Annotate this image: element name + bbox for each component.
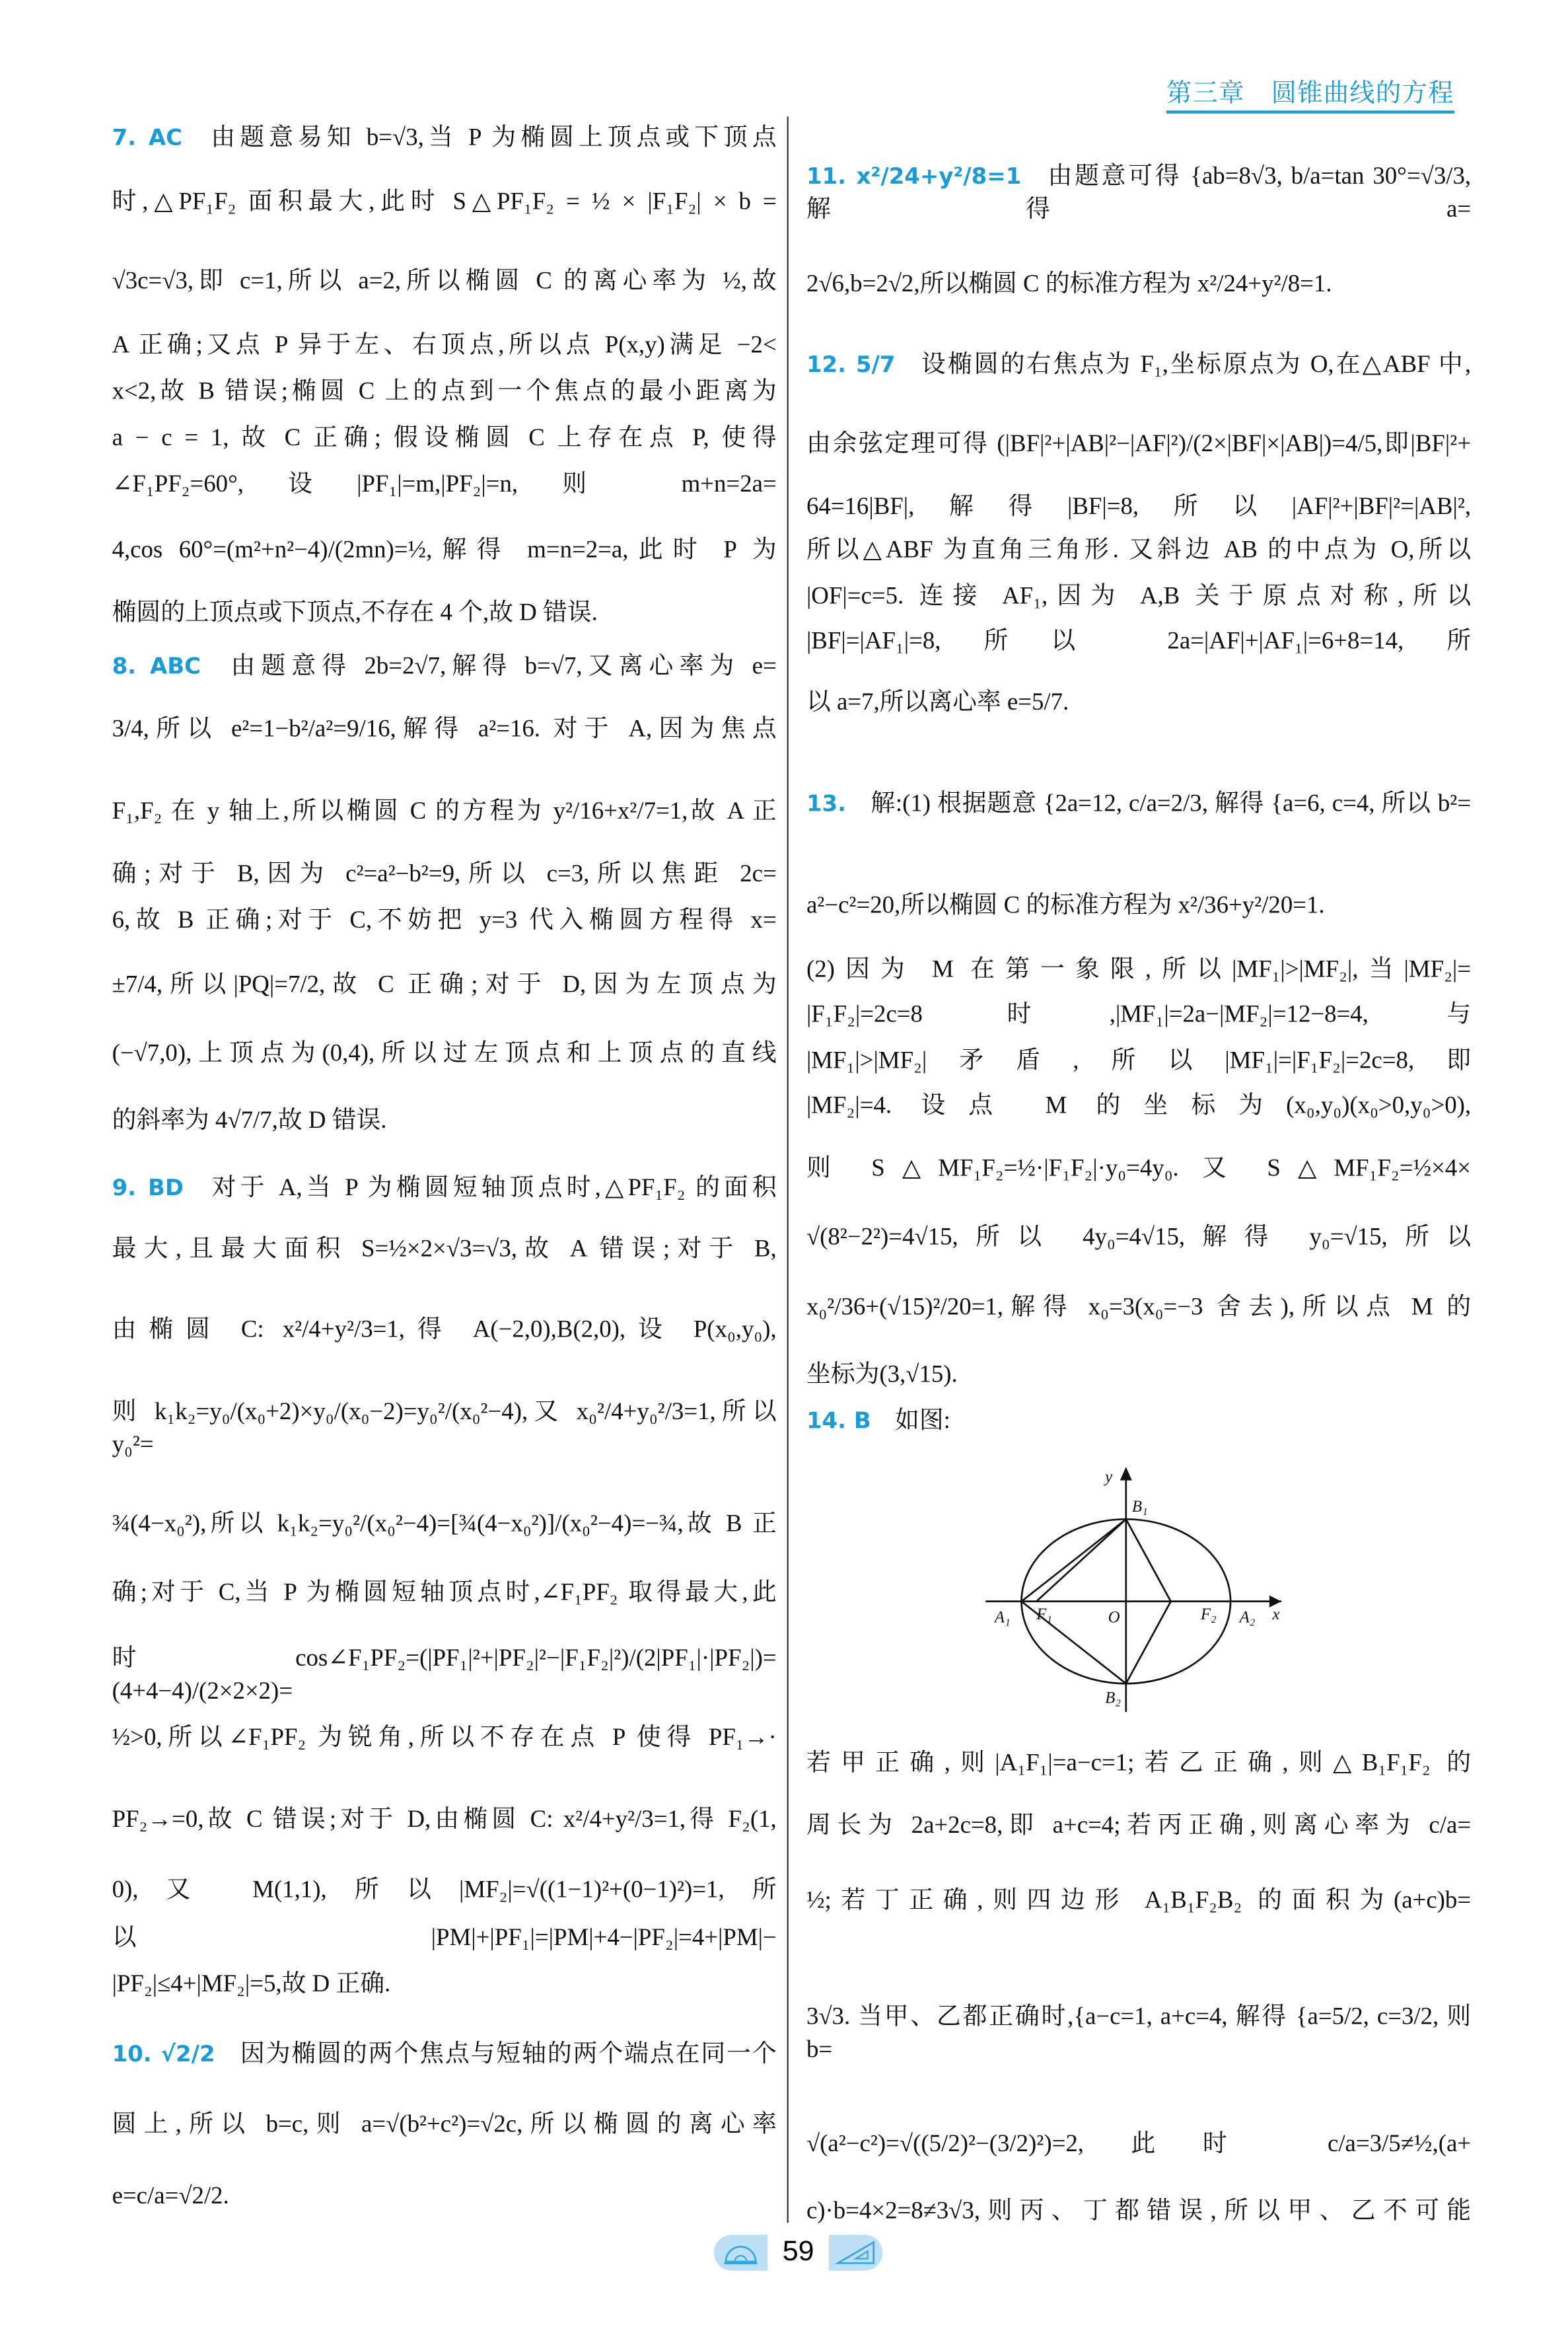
line-text: a − c = 1, 故 C 正确; 假设椭圆 C 上存在点 P, 使得 bbox=[112, 422, 777, 451]
page-number: 59 bbox=[782, 2236, 814, 2268]
text-line bbox=[806, 2127, 1471, 2160]
line-text: ∠F₁PF₂=60°,设|PF₁|=m,|PF₂|=n,则 m+n=2a= bbox=[112, 468, 777, 498]
line-text: 由题意可得 {ab=8√3, b/a=tan 30°=√3/3, 解得 a= bbox=[806, 161, 1472, 223]
text-line bbox=[806, 1220, 1471, 1253]
page-footer bbox=[714, 2234, 883, 2270]
text-line bbox=[806, 889, 1471, 922]
chapter-header bbox=[1166, 72, 1454, 114]
answer-label: 7. AC bbox=[112, 124, 183, 151]
text-line bbox=[806, 953, 1471, 986]
text-line bbox=[806, 788, 1471, 821]
line-text: 3√3. 当甲、乙都正确时,{a−c=1, a+c=4, 解得 {a=5/2, c=3/2, 则 b= bbox=[806, 2001, 1472, 2063]
text-line bbox=[806, 1746, 1471, 1779]
text-line bbox=[806, 160, 1472, 223]
answer-label: 10. √2/2 bbox=[112, 2040, 215, 2068]
text-line bbox=[112, 1104, 777, 1137]
line-text: 0),又 M(1,1),所以|MF₂|=√((1−1)²+(0−1)²)=1,所 bbox=[112, 1874, 777, 1903]
text-line bbox=[112, 1395, 777, 1458]
line-text: 由余弦定理可得 (|BF|²+|AB|²−|AF|²)/(2×|BF|×|AB|)=4/5,即|BF|²+ bbox=[806, 428, 1472, 457]
answer-label: 12. 5/7 bbox=[806, 351, 896, 379]
text-line bbox=[806, 686, 1471, 719]
text-line bbox=[112, 1232, 777, 1265]
fig-label: A₁ bbox=[994, 1608, 1011, 1627]
text-line bbox=[112, 2038, 777, 2071]
text-line bbox=[112, 328, 777, 361]
text-line bbox=[806, 998, 1471, 1031]
line-text: 64=16|BF|,解得|BF|=8,所以|AF|²+|BF|²=|AB|², bbox=[806, 491, 1472, 520]
line-text: 因为椭圆的两个焦点与短轴的两个端点在同一个 bbox=[240, 2039, 777, 2068]
text-line bbox=[806, 1358, 1471, 1391]
line-text: ½;若丁正确,则四边形 A₁B₁F₂B₂ 的面积为(a+c)b= bbox=[806, 1885, 1472, 1914]
chapter-number: 第三章 bbox=[1166, 79, 1245, 110]
fig-label: A₂ bbox=[1239, 1608, 1256, 1627]
text-line bbox=[112, 1171, 777, 1204]
text-line bbox=[112, 858, 777, 891]
line-text: |MF₂|=4. 设点 M 的坐标为(x₀,y₀)(x₀>0,y₀>0), bbox=[806, 1090, 1472, 1119]
text-line bbox=[112, 1873, 777, 1906]
line-text: 对于 A,当 P 为椭圆短轴顶点时,△PF₁F₂ 的面积 bbox=[211, 1172, 777, 1201]
line-text: 由椭圆 C: x²/4+y²/3=1,得 A(−2,0),B(2,0),设 P(x₀,y₀), bbox=[112, 1314, 777, 1343]
line-text: √3c=√3,即 c=1,所以 a=2,所以椭圆 C 的离心率为 ½,故 bbox=[112, 266, 777, 295]
line-text: PF₂→=0,故 C 错误;对于 D,由椭圆 C: x²/4+y²/3=1,得 F₂(1, bbox=[112, 1804, 777, 1833]
fig-label: B₁ bbox=[1131, 1498, 1148, 1516]
text-line bbox=[806, 1291, 1471, 1324]
line-text: 的斜率为 4√7/7,故 D 错误. bbox=[112, 1105, 387, 1134]
text-line bbox=[112, 1507, 777, 1540]
line-text: a²−c²=20,所以椭圆 C 的标准方程为 x²/36+y²/20=1. bbox=[806, 890, 1325, 919]
line-text: 以 a=7,所以离心率 e=5/7. bbox=[806, 687, 1069, 716]
line-text: 6,故 B 正确;对于 C,不妨把 y=3 代入椭圆方程得 x= bbox=[112, 905, 777, 934]
fig-label: y bbox=[1105, 1467, 1113, 1486]
text-line bbox=[112, 1576, 777, 1609]
line-text: x<2,故 B 错误;椭圆 C 上的点到一个焦点的最小距离为 bbox=[112, 376, 777, 405]
text-line bbox=[806, 1809, 1471, 1842]
chapter-title: 圆锥曲线的方程 bbox=[1271, 79, 1454, 110]
answer-label: 8. ABC bbox=[112, 653, 201, 680]
line-text: |BF|=|AF₁|=8,所以 2a=|AF|+|AF₁|=6+8=14,所 bbox=[806, 626, 1472, 655]
line-text: 确;对于 C,当 P 为椭圆短轴顶点时,∠F₁PF₂ 取得最大,此 bbox=[112, 1577, 777, 1606]
answer-label: 13. bbox=[806, 790, 847, 817]
line-text: |PF₂|≤4+|MF₂|=5,故 D 正确. bbox=[112, 1968, 391, 1997]
text-line bbox=[112, 533, 777, 566]
line-text: ±7/4,所以|PQ|=7/2,故 C 正确;对于 D,因为左顶点为 bbox=[112, 969, 777, 998]
text-line bbox=[112, 904, 777, 937]
line-text: A 正确;又点 P 异于左、右顶点,所以点 P(x,y)满足 −2< bbox=[112, 330, 777, 359]
line-text: (−√7,0),上顶点为(0,4),所以过左顶点和上顶点的直线 bbox=[112, 1038, 777, 1067]
ellipse-figure bbox=[985, 1461, 1299, 1715]
line-text: √(8²−2²)=4√15,所以 4y₀=4√15,解得 y₀=√15,所以 bbox=[806, 1222, 1472, 1251]
text-line bbox=[112, 1921, 777, 1954]
line-text: |MF₁|>|MF₂|矛盾,所以|MF₁|=|F₁F₂|=2c=8,即 bbox=[806, 1045, 1472, 1074]
line-text: |OF|=c=5. 连接 AF₁,因为 A,B 关于原点对称,所以 bbox=[806, 581, 1472, 610]
set-square-icon bbox=[829, 2234, 882, 2270]
line-text: |F₁F₂|=2c=8 时,|MF₁|=2a−|MF₂|=12−8=4,与 bbox=[806, 999, 1472, 1028]
text-line bbox=[806, 624, 1471, 657]
line-text: c)·b=4×2=8≠3√3,则丙、丁都错误,所以甲、乙不可能 bbox=[806, 2196, 1472, 2225]
answer-label: 9. BD bbox=[112, 1174, 184, 1201]
fig-label: F₂ bbox=[1200, 1605, 1217, 1623]
text-line bbox=[112, 2180, 777, 2213]
line-text: 坐标为(3,√15). bbox=[806, 1359, 958, 1388]
line-text: 设椭圆的右焦点为 F₁,坐标原点为 O,在△ABF 中, bbox=[921, 350, 1472, 379]
line-text: 如图: bbox=[895, 1405, 950, 1434]
line-text: 周长为 2a+2c=8,即 a+c=4;若丙正确,则离心率为 c/a= bbox=[806, 1810, 1472, 1839]
text-line bbox=[806, 2194, 1471, 2227]
line-text: 确;对于 B,因为 c²=a²−b²=9,所以 c=3,所以焦距 2c= bbox=[112, 859, 777, 888]
line-text: 所以△ABF 为直角三角形. 又斜边 AB 的中点为 O,所以 bbox=[806, 535, 1472, 564]
line-text: e=c/a=√2/2. bbox=[112, 2181, 229, 2210]
text-line bbox=[112, 795, 777, 828]
answer-label: 11. x²/24+y²/8=1 bbox=[806, 163, 1022, 190]
text-line bbox=[112, 121, 777, 154]
text-line bbox=[806, 1404, 1471, 1437]
line-text: 最大,且最大面积 S=½×2×√3=√3,故 A 错误;对于 B, bbox=[112, 1234, 777, 1263]
text-line bbox=[806, 1152, 1471, 1185]
text-line bbox=[112, 185, 777, 218]
line-text: 由题意得 2b=2√7,解得 b=√7,又离心率为 e= bbox=[231, 651, 777, 680]
text-line bbox=[112, 596, 777, 629]
text-line bbox=[112, 1642, 777, 1705]
text-line bbox=[806, 533, 1471, 566]
text-line bbox=[806, 490, 1471, 523]
text-line bbox=[806, 268, 1471, 301]
column-divider bbox=[787, 116, 789, 2223]
text-line bbox=[806, 579, 1471, 612]
line-text: F₁,F₂ 在 y 轴上,所以椭圆 C 的方程为 y²/16+x²/7=1,故 A 正 bbox=[112, 796, 777, 825]
text-line bbox=[112, 712, 777, 745]
fig-label: B₂ bbox=[1105, 1689, 1121, 1707]
text-line bbox=[112, 1968, 777, 2001]
fig-label: F₁ bbox=[1036, 1605, 1052, 1623]
line-text: ½>0,所以∠F₁PF₂ 为锐角,所以不存在点 P 使得 PF₁→· bbox=[112, 1722, 777, 1751]
line-text: 圆上,所以 b=c,则 a=√(b²+c²)=√2c,所以椭圆的离心率 bbox=[112, 2109, 777, 2138]
line-text: 以|PM|+|PF₁|=|PM|+4−|PF₂|=4+|PM|− bbox=[112, 1922, 777, 1951]
line-text: 由题意易知 b=√3,当 P 为椭圆上顶点或下顶点 bbox=[211, 122, 777, 151]
line-text: 若甲正确,则|A₁F₁|=a−c=1;若乙正确,则△B₁F₁F₂ 的 bbox=[806, 1748, 1472, 1777]
line-text: 则 S△MF₁F₂=½·|F₁F₂|·y₀=4y₀. 又 S△MF₁F₂=½×4× bbox=[806, 1153, 1472, 1182]
text-line bbox=[112, 264, 777, 297]
line-text: 椭圆的上顶点或下顶点,不存在 4 个,故 D 错误. bbox=[112, 597, 598, 626]
text-line bbox=[806, 1044, 1471, 1077]
text-line bbox=[806, 348, 1471, 381]
text-line bbox=[112, 968, 777, 1001]
line-text: 3/4,所以 e²=1−b²/a²=9/16,解得 a²=16. 对于 A,因为焦点 bbox=[112, 714, 777, 743]
text-line bbox=[112, 468, 777, 501]
text-line bbox=[806, 1884, 1471, 1917]
text-line bbox=[806, 1089, 1471, 1122]
line-text: 时,△PF₁F₂ 面积最大,此时 S△PF₁F₂ = ½ × |F₁F₂| × b = bbox=[112, 186, 777, 215]
text-line bbox=[112, 1721, 777, 1754]
line-text: 则 k₁k₂=y₀/(x₀+2)×y₀/(x₀−2)=y₀²/(x₀²−4),又 x₀²/4+y₀²/3=1,所以 y₀²= bbox=[112, 1397, 777, 1458]
text-line bbox=[112, 1037, 777, 1070]
fig-label: x bbox=[1272, 1605, 1280, 1623]
line-text: ¾(4−x₀²),所以 k₁k₂=y₀²/(x₀²−4)=[¾(4−x₀²)]/(x₀²−4)=−¾,故 B 正 bbox=[112, 1508, 777, 1537]
line-text: x₀²/36+(√15)²/20=1,解得 x₀=3(x₀=−3 舍去),所以点 M 的 bbox=[806, 1292, 1472, 1321]
line-text: 2√6,b=2√2,所以椭圆 C 的标准方程为 x²/24+y²/8=1. bbox=[806, 268, 1332, 297]
text-line bbox=[806, 427, 1471, 461]
text-line bbox=[806, 2000, 1472, 2063]
fig-label: O bbox=[1108, 1608, 1120, 1627]
line-text: 解:(1) 根据题意 {2a=12, c/a=2/3, 解得 {a=6, c=4, 所以 b²= bbox=[871, 788, 1472, 817]
line-text: 时cos∠F₁PF₂=(|PF₁|²+|PF₂|²−|F₁F₂|²)/(2|PF₁|·|PF₂|)=(4+4−4)/(2×2×2)= bbox=[112, 1643, 777, 1705]
answer-label: 14. B bbox=[806, 1407, 871, 1434]
text-line bbox=[112, 650, 777, 683]
text-line bbox=[112, 422, 777, 455]
line-text: (2)因为 M 在第一象限,所以|MF₁|>|MF₂|,当|MF₂|= bbox=[806, 954, 1472, 983]
segment-f1-b1 bbox=[1036, 1519, 1126, 1601]
line-text: 4,cos 60°=(m²+n²−4)/(2mn)=½,解得 m=n=2=a,此时 P 为 bbox=[112, 535, 777, 564]
y-arrow-icon bbox=[1120, 1467, 1132, 1480]
line-text: √(a²−c²)=√((5/2)²−(3/2)²)=2,此时 c/a=3/5≠½,(a+ bbox=[806, 2128, 1472, 2157]
text-line bbox=[112, 2108, 777, 2141]
text-line bbox=[112, 1803, 777, 1836]
text-line bbox=[112, 1313, 777, 1346]
protractor-icon bbox=[714, 2234, 767, 2270]
text-line bbox=[112, 375, 777, 408]
